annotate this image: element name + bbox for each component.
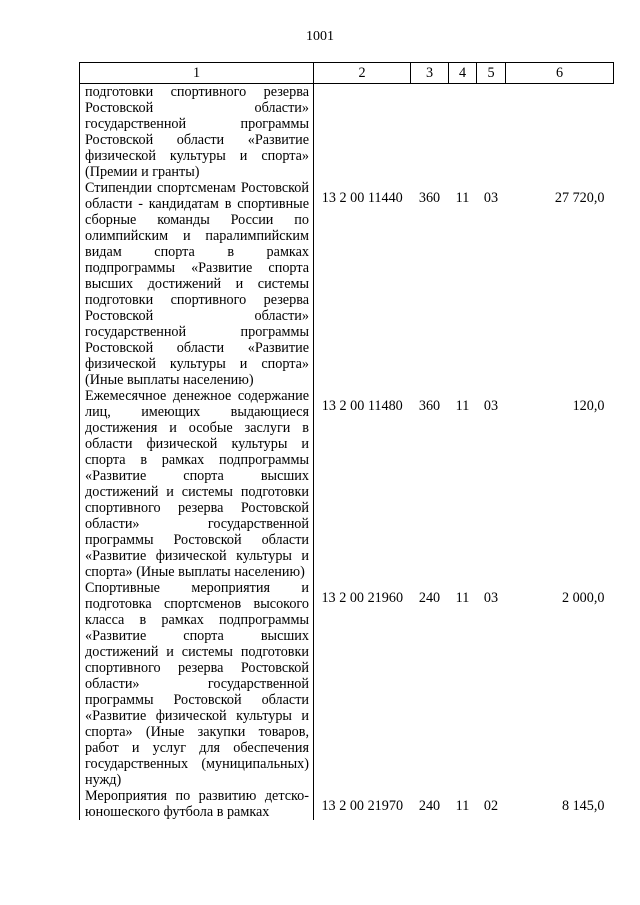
table-row [80,84,614,181]
row-amount: 27 720,0 [554,190,605,206]
row-code: 13 2 00 21970 [321,798,404,814]
column-header-pr: 5 [477,63,506,84]
row-vr: 240 [418,798,441,814]
row-rz: 11 [455,798,470,814]
row-description: Стипендии спортсменам Ростовской области - кандидатам в спортивные сборные команды России по олимпийским и паралимпийским видам спорта в рамках подпрограммы «Развитие спорта высших достижений и системы подготовки спортивного резерва Ростовской области» государственной программы Ростовской области «Развитие физической культуры и спорта» (Иные выплаты населению) [80,180,314,388]
row-code: 13 2 00 11440 [321,190,403,206]
row-pr: 03 [483,190,499,206]
row-pr: 03 [483,398,499,414]
table-header-row [80,63,614,84]
row-amount [506,84,614,181]
row-vr: 240 [418,590,441,606]
row-amount: 2 000,0 [561,590,605,606]
row-description: Спортивные мероприятия и подготовка спортсменов высокого класса в рамках подпрограммы «Развитие спорта высших достижений и системы подготовки спортивного резерва Ростовской области» государственной программы Ростовской области «Развитие физической культуры и спорта» (Иные закупки товаров, работ и услуг для обеспечения государственных (муниципальных) нужд) [80,580,314,788]
row-code: 13 2 00 21960 [321,590,404,606]
row-amount: 8 145,0 [561,798,605,814]
row-rz: 11 [455,590,470,606]
row-code [314,84,411,181]
row-rz: 11 [455,398,470,414]
column-header-vr: 3 [411,63,449,84]
row-description: подготовки спортивного резерва Ростовской области» государственной программы Ростовской области «Развитие физической культуры и спорта» (Премии и гранты) [80,84,314,181]
row-pr: 03 [483,590,499,606]
table-row [80,788,614,820]
row-vr: 360 [418,190,441,206]
row-description: Мероприятия по развитию детско-юношеского футбола в рамках [80,788,314,820]
table-row [80,580,614,788]
budget-table [79,62,614,820]
column-header-amount: 6 [506,63,614,84]
row-pr [477,84,506,181]
table-row [80,388,614,580]
row-vr: 360 [418,398,441,414]
row-vr [411,84,449,181]
table-row [80,180,614,388]
column-header-rz: 4 [449,63,477,84]
row-code: 13 2 00 11480 [321,398,403,414]
row-pr: 02 [483,798,499,814]
row-rz: 11 [455,190,470,206]
row-rz [449,84,477,181]
column-header-description: 1 [80,63,314,84]
page-number: 1001 [306,29,334,44]
column-header-code: 2 [314,63,411,84]
row-description: Ежемесячное денежное содержание лиц, имеющих выдающиеся достижения и особые заслуги в области физической культуры и спорта в рамках подпрограммы «Развитие спорта высших достижений и системы подготовки спортивного резерва Ростовской области» государственной программы Ростовской области «Развитие физической культуры и спорта» (Иные выплаты населению) [80,388,314,580]
row-amount: 120,0 [572,398,605,414]
